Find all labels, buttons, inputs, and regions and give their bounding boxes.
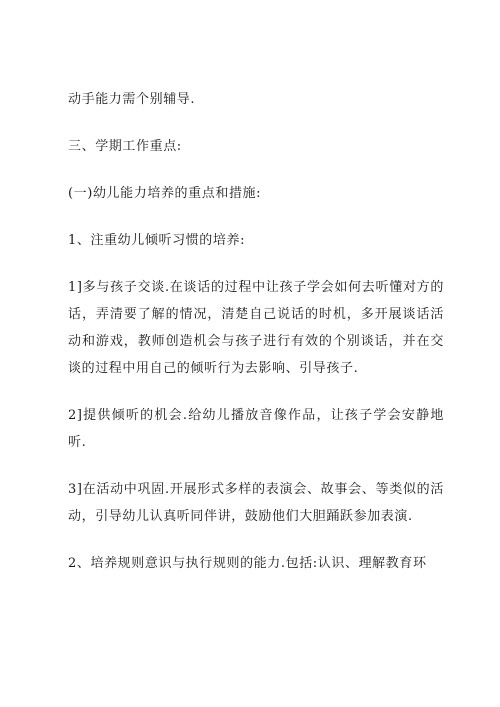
subsection-heading-ability-training: (一)幼儿能力培养的重点和措施: bbox=[68, 186, 262, 201]
section-heading-semester-focus: 三、学期工作重点: bbox=[68, 139, 182, 154]
paragraph-consolidate-in-activities: 3]在活动中巩固.开展形式多样的表演会、故事会、等类似的活动，引导幼儿认真听同伴讲，鼓励他们大胆踊跃参加表演. bbox=[68, 482, 444, 524]
paragraph-continuation: 动手能力需个别辅导. bbox=[68, 92, 196, 107]
item-heading-rule-awareness: 2、培养规则意识与执行规则的能力.包括:认识、理解教育环 bbox=[68, 556, 427, 571]
paragraph-listening-opportunities: 2]提供倾听的机会.给幼儿播放音像作品，让孩子学会安静地听. bbox=[68, 408, 444, 450]
paragraph-talk-with-children: 1]多与孩子交谈.在谈话的过程中让孩子学会如何去听懂对方的话，弄清要了解的情况，清楚自己说话的时机，多开展谈话活动和游戏，教师创造机会与孩子进行有效的个别谈话，并在交谈的过程中用自己的倾听行为去影响、引导孩子. bbox=[68, 280, 444, 376]
document-body bbox=[68, 86, 444, 577]
item-heading-listening-habits: 1、注重幼儿倾听习惯的培养: bbox=[68, 233, 246, 248]
